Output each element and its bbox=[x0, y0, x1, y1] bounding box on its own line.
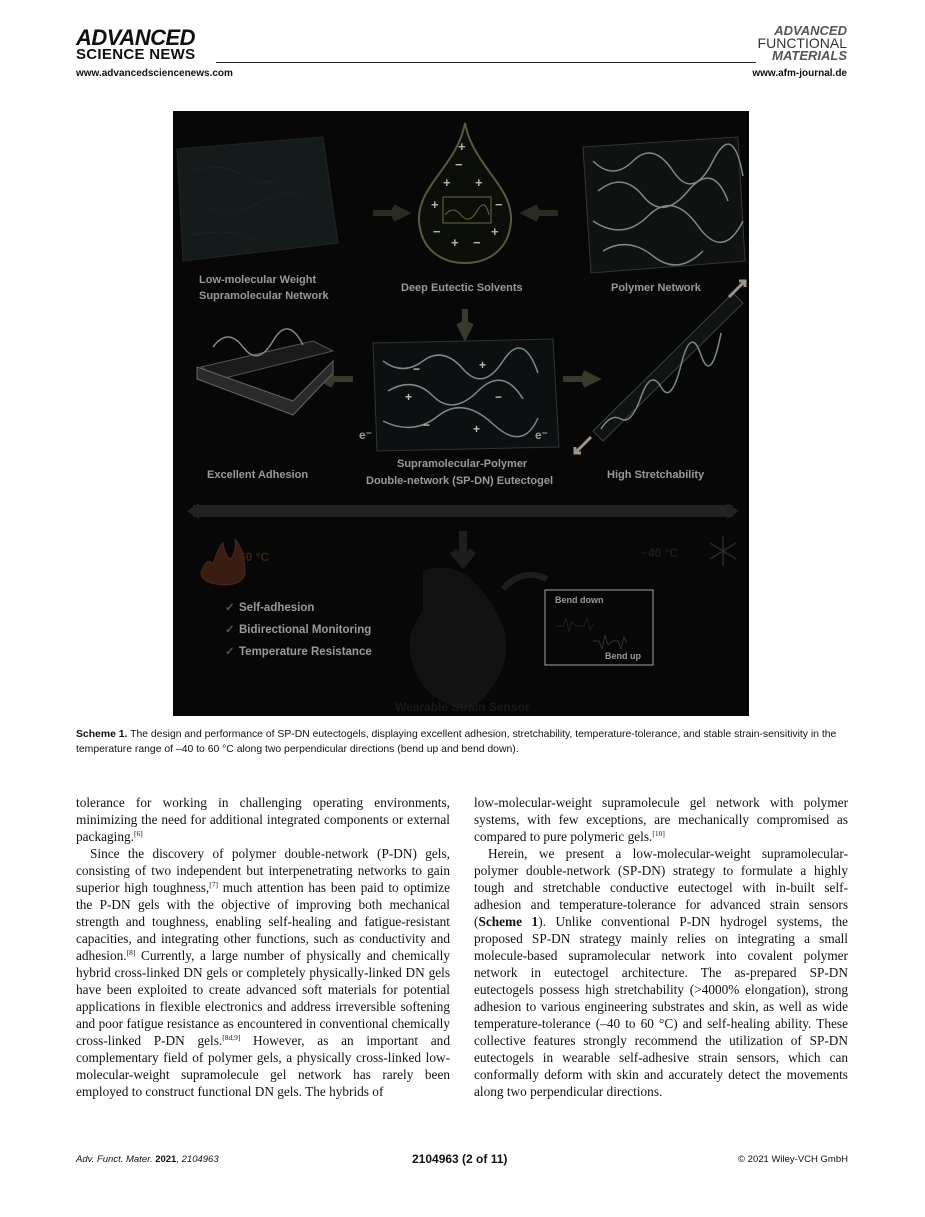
arrow-left-icon bbox=[526, 207, 558, 219]
temperature-cold: −40 °C bbox=[641, 546, 679, 560]
feature-self-adhesion: Self-adhesion bbox=[239, 602, 315, 614]
journal-name: Adv. Funct. Mater. bbox=[76, 1154, 153, 1165]
text-run: Herein, we present a low-molecular-weight supramolecular-polymer double-network (SP-DN) strategy to formulate a highly tough and stretchable conductive eutectogel with in-built self-adhesion and temperature-tolerance for advanced strain sensors ( bbox=[474, 846, 848, 929]
figure-caption bbox=[76, 727, 848, 757]
plus-sign: + bbox=[458, 139, 466, 154]
article-number: , 2104963 bbox=[176, 1154, 219, 1165]
arrow-right-icon bbox=[563, 373, 595, 385]
afm-logo-line-2: FUNCTIONAL bbox=[757, 35, 847, 51]
scheme-1-figure bbox=[173, 111, 749, 716]
bend-arrow-icon bbox=[503, 575, 547, 589]
plus-sign: + bbox=[491, 224, 499, 239]
page-footer bbox=[76, 1152, 848, 1168]
stretch-illustration bbox=[575, 281, 745, 453]
electron-right: e⁻ bbox=[535, 428, 549, 442]
minus-sign: − bbox=[495, 197, 503, 212]
label-polymer-network: Polymer Network bbox=[611, 282, 701, 294]
check-icon: ✓ bbox=[225, 624, 235, 636]
right-column bbox=[474, 794, 848, 1100]
minus-sign: − bbox=[433, 224, 441, 239]
paragraph bbox=[76, 794, 450, 845]
citation-link[interactable]: [8d,9] bbox=[222, 1033, 241, 1042]
label-spdn-2: Double-network (SP-DN) Eutectogel bbox=[366, 475, 554, 487]
deep-eutectic-solvent-droplet bbox=[419, 123, 511, 263]
minus-sign: − bbox=[455, 157, 463, 172]
caption-label: Scheme 1. bbox=[76, 729, 128, 740]
citation-link[interactable]: [6] bbox=[133, 829, 143, 838]
afm-logo-line-1: ADVANCED bbox=[774, 23, 847, 38]
minus-sign: − bbox=[495, 390, 503, 404]
journal-citation bbox=[76, 1154, 219, 1165]
plus-sign: + bbox=[473, 422, 481, 436]
scheme-reference-link[interactable]: Scheme 1 bbox=[478, 914, 539, 929]
text-run: Currently, a large number of physically and chemically hybrid cross-linked DN gels or completely physically-linked DN gels have been exploited to create advanced soft materials for potential applications in flexible electronics and address irreversible softening and poor fatigue resistance as encountered in conventional chemically cross-linked P-DN gels. bbox=[76, 948, 450, 1048]
citation-link[interactable]: [7] bbox=[209, 880, 218, 889]
label-low-mw-1: Low-molecular Weight bbox=[199, 274, 317, 286]
text-run: However, as an important and complementary field of polymer gels, a physically cross-linked low-molecular-weight supramolecule gel network has rarely been employed to construct functional DN gels. The hybrids of bbox=[76, 1033, 450, 1099]
temperature-hot: 60 °C bbox=[239, 550, 270, 564]
caption-text: The design and performance of SP-DN eutectogels, displaying excellent adhesion, stretchability, temperature-tolerance, and stable strain-sensitivity in the temperature range of –40 to 60 °C along two perpendicular directions (bend up and bend down). bbox=[76, 729, 837, 755]
citation-link[interactable]: [8] bbox=[126, 948, 136, 957]
afm-journal-logo bbox=[758, 25, 847, 62]
stretch-arrow-icon bbox=[575, 437, 591, 453]
minus-sign: − bbox=[473, 235, 481, 250]
label-spdn-1: Supramolecular-Polymer bbox=[397, 458, 528, 470]
plus-sign: + bbox=[443, 175, 451, 190]
low-mw-network-illustration bbox=[177, 137, 338, 261]
publisher-url-link[interactable]: www.advancedsciencenews.com bbox=[76, 68, 233, 79]
logo-line-2: SCIENCE NEWS bbox=[76, 46, 196, 63]
text-run: low-molecular-weight supramolecule gel network with polymer systems, with few exceptions, are mechanically compromised as compared to pure polymeric gels. bbox=[474, 795, 848, 844]
bend-up-label: Bend up bbox=[605, 651, 641, 661]
journal-url-link[interactable]: www.afm-journal.de bbox=[752, 68, 847, 79]
copyright: © 2021 Wiley-VCH GmbH bbox=[738, 1154, 848, 1165]
paragraph bbox=[474, 794, 848, 845]
page-number: 2104963 (2 of 11) bbox=[412, 1152, 508, 1166]
text-run: much attention has been paid to optimize the P-DN gels with the objective of improving both mechanical strength and toughness, enabling self-healing and fatigue-resistant capacities, and integrating other functions, such as conductivity and adhesion. bbox=[76, 880, 450, 963]
plus-sign: + bbox=[405, 390, 413, 404]
plus-sign: + bbox=[431, 197, 439, 212]
paragraph bbox=[76, 845, 450, 1100]
text-run: Since the discovery of polymer double-network (P-DN) gels, consisting of two independent but interpenetrating networks to gain superior high toughness, bbox=[76, 846, 450, 895]
minus-sign: − bbox=[423, 418, 431, 432]
electron-left: e⁻ bbox=[359, 428, 373, 442]
paragraph bbox=[474, 845, 848, 1100]
snowflake-icon bbox=[710, 536, 736, 566]
label-stretchability: High Stretchability bbox=[607, 469, 705, 481]
hand-silhouette bbox=[410, 568, 507, 709]
label-des: Deep Eutectic Solvents bbox=[401, 282, 523, 294]
journal-year: 2021 bbox=[155, 1154, 177, 1165]
minus-sign: − bbox=[413, 362, 421, 376]
advanced-science-news-logo bbox=[76, 25, 196, 63]
label-adhesion: Excellent Adhesion bbox=[207, 469, 309, 481]
page-header bbox=[0, 0, 925, 90]
arrow-down-icon bbox=[459, 309, 471, 335]
wearable-sensor-label: Wearable Strain Sensor bbox=[395, 700, 530, 714]
check-icon: ✓ bbox=[225, 646, 235, 658]
label-low-mw-2: Supramolecular Network bbox=[199, 290, 329, 302]
bend-down-label: Bend down bbox=[555, 595, 604, 605]
header-rule bbox=[216, 62, 756, 63]
citation-link[interactable]: [10] bbox=[652, 829, 665, 838]
left-column bbox=[76, 794, 450, 1100]
feature-bidirectional: Bidirectional Monitoring bbox=[239, 624, 372, 636]
spdn-eutectogel-block bbox=[373, 339, 559, 451]
bend-signal-box bbox=[545, 590, 653, 665]
plus-sign: + bbox=[475, 175, 483, 190]
adhesion-illustration bbox=[197, 329, 333, 415]
arrow-down-icon bbox=[453, 531, 473, 563]
plus-sign: + bbox=[451, 235, 459, 250]
check-icon: ✓ bbox=[225, 602, 235, 614]
text-run: tolerance for working in challenging operating environments, minimizing the need for additional integrated components or external packaging. bbox=[76, 795, 450, 844]
arrow-right-icon bbox=[373, 207, 405, 219]
feature-temperature: Temperature Resistance bbox=[239, 646, 372, 658]
polymer-network-illustration bbox=[583, 137, 745, 273]
text-run: ). Unlike conventional P-DN hydrogel systems, the proposed SP-DN strategy mainly relies on integrating a small molecule-based supramolecular network into covalent polymer network in eutectogel architecture. The as-prepared SP-DN eutectogels possess high stretchability (>4000% elongation), strong adhesion to various engineering substrates and skin, as well as wide temperature-tolerance (–40 to 60 °C) and self-healing ability. These collective features strongly recommend the utilization of SP-DN eutectogels in wearable self-adhesive strain sensors, which can conformally deform with skin and accurately detect the movements along two perpendicular directions. bbox=[474, 914, 849, 1099]
stretch-arrow-icon bbox=[729, 281, 745, 297]
logo-line-1: ADVANCED bbox=[76, 25, 196, 50]
plus-sign: + bbox=[479, 358, 487, 372]
afm-logo-line-3: MATERIALS bbox=[772, 48, 847, 63]
